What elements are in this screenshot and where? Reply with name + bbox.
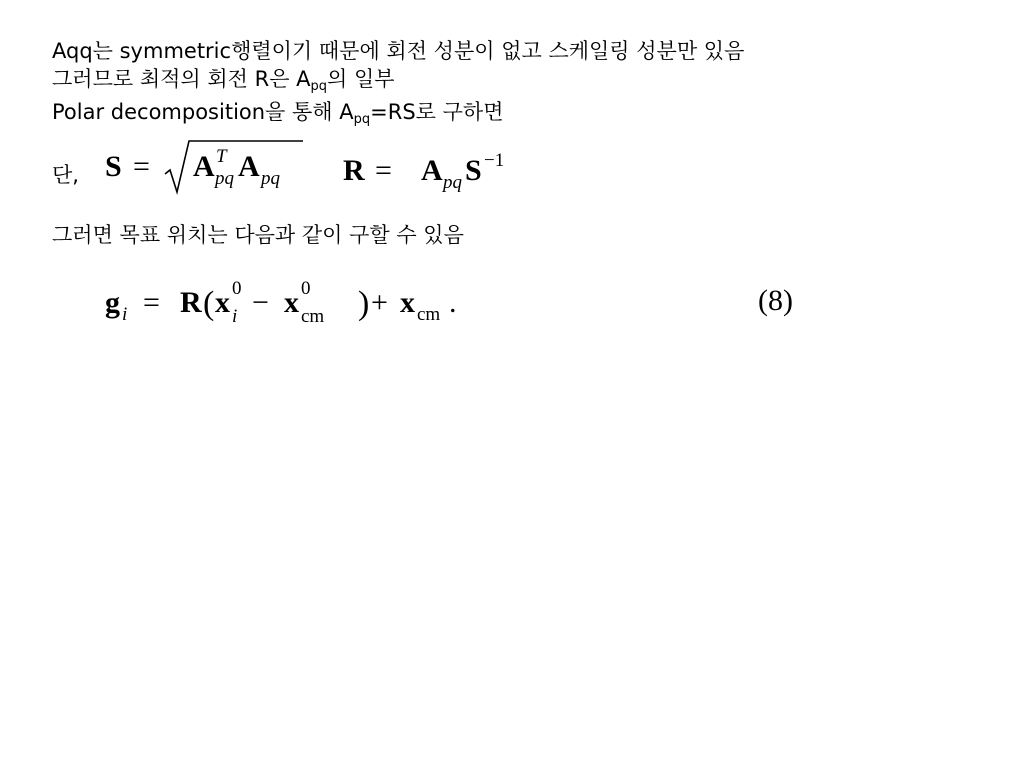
eq-g-rparen: ) <box>358 285 370 322</box>
eq-s-transpose: T <box>216 146 227 167</box>
text-line-2-sub: pq <box>310 79 328 94</box>
eq-g-x1-sup: 0 <box>232 278 242 299</box>
eq-s-a2: A <box>238 150 260 183</box>
eq-g-x1: x <box>215 286 230 319</box>
text-line-4-label: 단, <box>52 163 79 187</box>
eq-r-a: A <box>421 154 443 187</box>
eq-g-x2-sup: 0 <box>301 278 311 299</box>
eq-g-lparen: ( <box>203 285 215 322</box>
equation-r-svg <box>343 138 548 200</box>
equation-goal-position <box>105 272 505 334</box>
equation-goal-svg <box>105 272 505 334</box>
eq-s-a1: A <box>193 150 215 183</box>
text-line-3-pre: Polar decomposition을 통해 A <box>52 100 354 124</box>
eq-r-symbol: R <box>343 154 365 187</box>
text-line-2-pre: 그러므로 최적의 회전 R은 A <box>52 67 311 91</box>
eq-g-x2: x <box>284 286 299 319</box>
eq-g-x1-sub: i <box>232 306 238 327</box>
eq-g-symbol: g <box>105 286 120 319</box>
eq-s-symbol: S <box>105 150 122 183</box>
eq-s-pq2: pq <box>261 168 280 189</box>
text-line-3-post: =RS로 구하면 <box>370 100 504 124</box>
text-line-3 <box>52 99 504 125</box>
text-line-2 <box>52 66 395 92</box>
eq-s-equals: = <box>133 150 150 183</box>
text-line-5: 그러면 목표 위치는 다음과 같이 구할 수 있음 <box>52 223 464 247</box>
equation-number: (8) <box>758 284 793 317</box>
eq-g-x2-sub: cm <box>301 306 325 327</box>
eq-g-equals: = <box>143 286 160 319</box>
eq-r-equals: = <box>375 154 392 187</box>
eq-r-pq: pq <box>443 172 462 193</box>
eq-g-i: i <box>122 304 128 325</box>
text-line-3-sub: pq <box>353 112 371 127</box>
eq-r-inverse: −1 <box>484 150 505 171</box>
eq-g-r: R <box>180 286 202 319</box>
equation-s-svg <box>105 138 310 200</box>
equation-s-definition <box>105 138 310 200</box>
eq-g-x3-sub: cm <box>417 304 441 325</box>
eq-r-s: S <box>465 154 482 187</box>
text-line-1: Aqq는 symmetric행렬이기 때문에 회전 성분이 없고 스케일링 성분만 있음 <box>52 39 745 63</box>
equation-r-definition <box>343 138 548 200</box>
eq-g-x3: x <box>400 286 415 319</box>
eq-s-pq1: pq <box>215 168 234 189</box>
text-line-2-post: 의 일부 <box>327 67 395 91</box>
eq-s-radical <box>165 141 303 192</box>
eq-g-plus: + <box>371 286 388 319</box>
eq-g-minus: − <box>252 286 269 319</box>
eq-g-period: . <box>449 286 457 319</box>
